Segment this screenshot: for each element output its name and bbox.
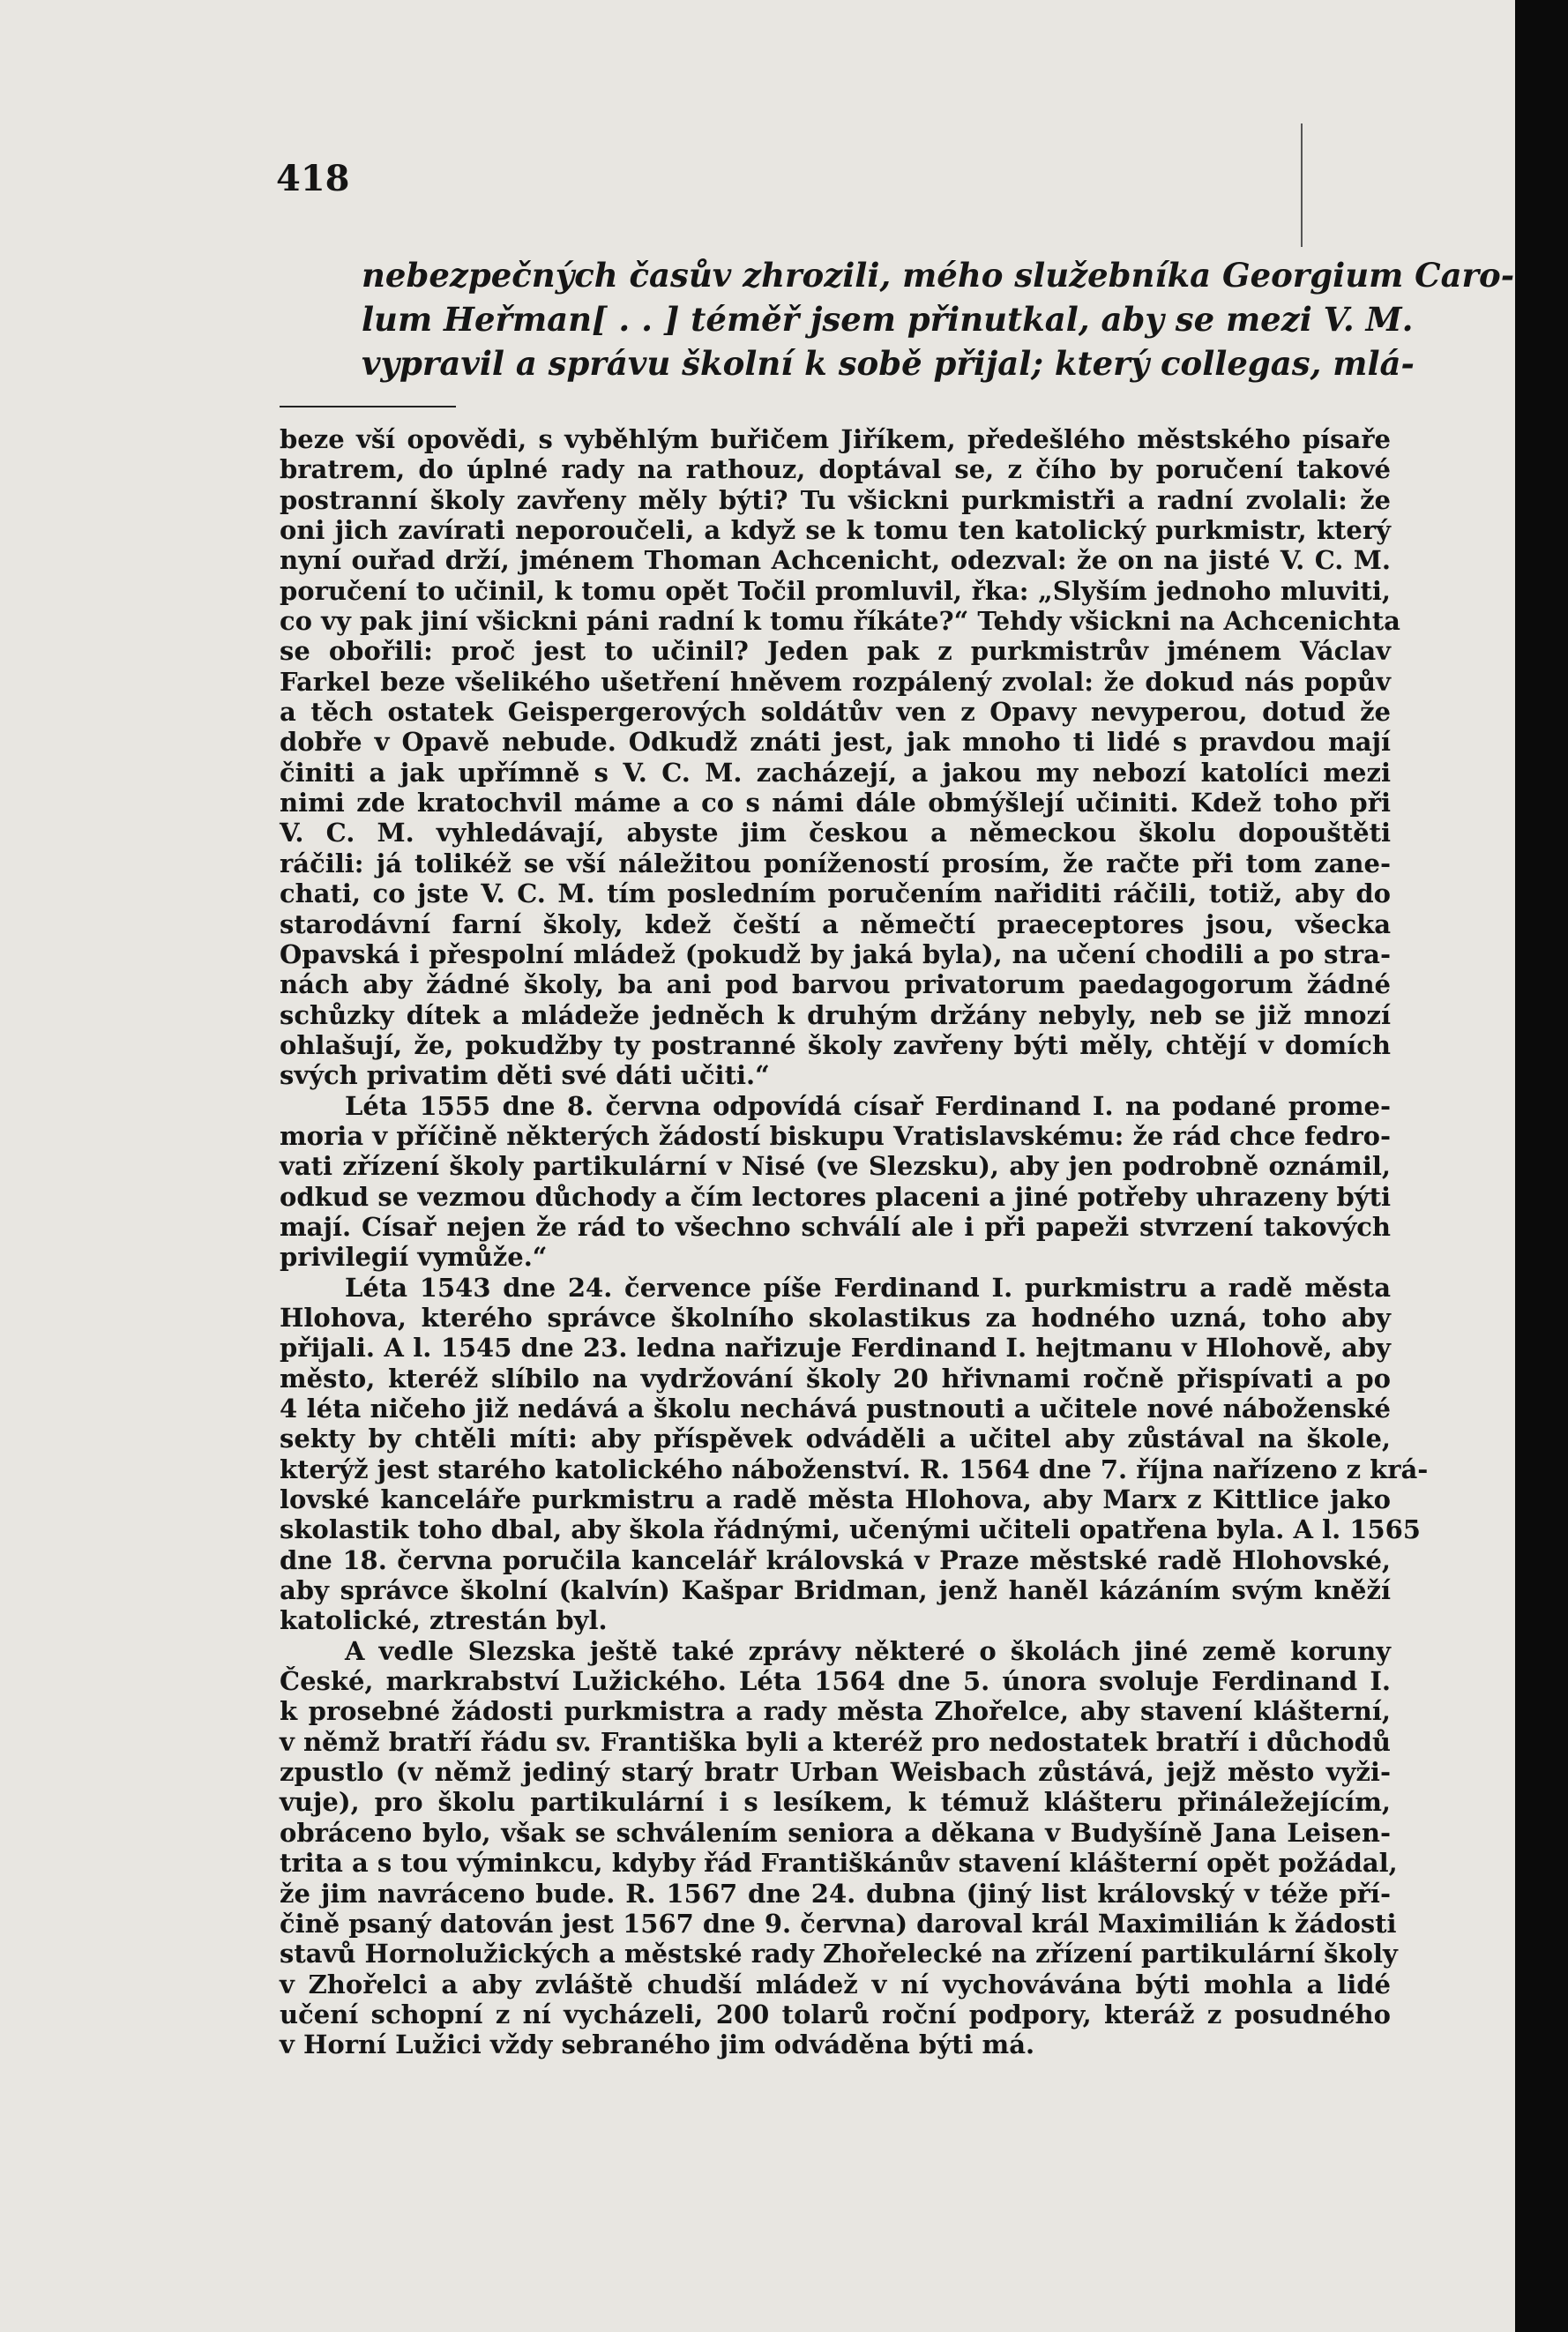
text-line: v němž bratří řádu sv. Františka byli a kteréž pro nedostatek bratří i důchodů bbox=[280, 1726, 1391, 1757]
footnote-text bbox=[280, 424, 1429, 2060]
text-line: skolastik toho dbal, aby škola řádnými, učenými učiteli opatřena byla. A l. 1565 bbox=[280, 1514, 1421, 1545]
text-line: moria v příčině některých žádostí biskupu Vratislavskému: že rád chce fedro- bbox=[280, 1120, 1391, 1151]
italic-quotation bbox=[362, 253, 1515, 385]
text-line: v Horní Lužici vždy sebraného jim odváděna býti má. bbox=[280, 2029, 1035, 2060]
text-line: A vedle Slezska ještě také zprávy některé o školách jiné země koruny bbox=[345, 1635, 1391, 1666]
text-line: vati zřízení školy partikulární v Nisé (ve Slezsku), aby jen podrobně oznámil, bbox=[280, 1151, 1391, 1182]
text-line: České, markrabství Lužického. Léta 1564 dne 5. února svoluje Ferdinand I. bbox=[280, 1666, 1391, 1697]
text-line: schůzky dítek a mládeže jedněch k druhým držány nebyly, neb se již mnozí bbox=[280, 999, 1391, 1030]
text-line: čině psaný datován jest 1567 dne 9. června) daroval král Maximilián k žádosti bbox=[280, 1908, 1397, 1939]
text-line: dobře v Opavě nebude. Odkudž znáti jest, jak mnoho ti lidé s pravdou mají bbox=[280, 727, 1391, 758]
text-line: chati, co jste V. C. M. tím posledním poručením nařiditi ráčili, totiž, aby do bbox=[280, 878, 1391, 909]
text-line: odkud se vezmou důchody a čím lectores placeni a jiné potřeby uhrazeny býti bbox=[280, 1181, 1391, 1212]
text-line: zpustlo (v němž jediný starý bratr Urban Weisbach zůstává, jejž město vyži- bbox=[280, 1757, 1391, 1788]
text-line: přijali. A l. 1545 dne 23. ledna nařizuje Ferdinand I. hejtmanu v Hlohově, aby bbox=[280, 1333, 1391, 1364]
text-line: nimi zde kratochvil máme a co s námi dále obmýšlejí učiniti. Kdež toho při bbox=[280, 788, 1391, 818]
text-line: vuje), pro školu partikulární i s lesíkem, k témuž klášteru přináležejícím, bbox=[280, 1787, 1391, 1818]
text-line: obráceno bylo, však se schválením seniora a děkana v Budyšíně Jana Leisen- bbox=[280, 1817, 1391, 1848]
text-line: ráčili: já tolikéž se vší náležitou ponížeností prosím, že račte při tom zane- bbox=[280, 848, 1391, 878]
text-line: starodávní farní školy, kdež čeští a němečtí praeceptores jsou, všecka bbox=[280, 908, 1391, 939]
text-line: bratrem, do úplné rady na rathouz, doptával se, z čího by poručení takové bbox=[280, 454, 1391, 485]
text-line: stavů Hornolužických a městské rady Zhořelecké na zřízení partikulární školy bbox=[280, 1939, 1398, 1969]
text-line: dne 18. června poručila kancelář královská v Praze městské radě Hlohovské, bbox=[280, 1544, 1391, 1575]
text-line: mají. Císař nejen že rád to všechno schválí ale i při papeži stvrzení takových bbox=[280, 1211, 1391, 1242]
text-line: lovské kanceláře purkmistru a radě města Hlohova, aby Marx z Kittlice jako bbox=[280, 1484, 1391, 1515]
text-line: katolické, ztrestán byl. bbox=[280, 1605, 608, 1636]
text-line: postranní školy zavřeny měly býti? Tu všickni purkmistři a radní zvolali: že bbox=[280, 484, 1391, 515]
text-line: ohlašují, že, pokudžby ty postranné školy zavřeny býti měly, chtějí v domích bbox=[280, 1029, 1391, 1060]
footnote-separator bbox=[280, 406, 456, 407]
margin-mark bbox=[1301, 123, 1303, 247]
text-line: k prosebné žádosti purkmistra a rady města Zhořelce, aby stavení klášterní, bbox=[280, 1696, 1391, 1727]
text-line: Farkel beze všelikého ušetření hněvem rozpálený zvolal: že dokud nás popův bbox=[280, 666, 1391, 697]
text-line: beze vší opovědi, s vyběhlým buřičem Jiříkem, předešlého městského písaře bbox=[280, 424, 1391, 454]
italic-line: lum Heřman[ . . ] téměř jsem přinutkal, aby se mezi V. M. bbox=[362, 300, 1414, 339]
text-line: Hlohova, kterého správce školního skolastikus za hodného uzná, toho aby bbox=[280, 1302, 1391, 1333]
text-line: nyní ouřad drží, jménem Thoman Achcenicht, odezval: že on na jisté V. C. M. bbox=[280, 545, 1391, 576]
text-line: že jim navráceno bude. R. 1567 dne 24. dubna (jiný list královský v téže pří- bbox=[280, 1878, 1391, 1909]
text-line: v Zhořelci a aby zvláště chudší mládež v ní vychovávána býti mohla a lidé bbox=[280, 1969, 1391, 1999]
text-line: Léta 1555 dne 8. června odpovídá císař Ferdinand I. na podané prome- bbox=[345, 1090, 1391, 1121]
text-line: oni jich zavírati neporoučeli, a když se k tomu ten katolický purkmistr, který bbox=[280, 515, 1391, 546]
italic-line: vypravil a správu školní k sobě přijal; který collegas, mlá- bbox=[362, 344, 1415, 383]
text-line: privilegií vymůže.“ bbox=[280, 1242, 548, 1273]
text-line: činiti a jak upřímně s V. C. M. zacházejí, a jakou my nebozí katolíci mezi bbox=[280, 757, 1391, 788]
italic-line: nebezpečných časův zhrozili, mého služebníka Georgium Caro- bbox=[362, 256, 1515, 295]
text-line: sekty by chtěli míti: aby příspěvek odváděli a učitel aby zůstával na škole, bbox=[280, 1424, 1391, 1454]
text-line: a těch ostatek Geispergerových soldátův ven z Opavy nevyperou, dotud že bbox=[280, 697, 1391, 728]
text-line: město, kteréž slíbilo na vydržování školy 20 hřivnami ročně přispívati a po bbox=[280, 1363, 1391, 1394]
text-line: trita a s tou výminkcu, kdyby řád Františkánův stavení klášterní opět požádal, bbox=[280, 1848, 1398, 1879]
text-line: kterýž jest starého katolického náboženství. R. 1564 dne 7. října nařízeno z krá- bbox=[280, 1454, 1429, 1484]
text-line: aby správce školní (kalvín) Kašpar Bridman, jenž haněl kázáním svým kněží bbox=[280, 1575, 1391, 1606]
text-line: V. C. M. vyhledávají, abyste jim českou a německou školu dopouštěti bbox=[280, 818, 1391, 848]
text-line: Opavská i přespolní mládež (pokudž by jaká byla), na učení chodili a po stra- bbox=[280, 938, 1391, 969]
text-line: se obořili: proč jest to učinil? Jeden pak z purkmistrův jménem Václav bbox=[280, 636, 1391, 667]
page-number: 418 bbox=[276, 158, 350, 199]
text-line: Léta 1543 dne 24. července píše Ferdinand I. purkmistru a radě města bbox=[345, 1272, 1391, 1303]
text-line: co vy pak jiní všickni páni radní k tomu říkáte?“ Tehdy všickni na Achcenichta bbox=[280, 606, 1400, 637]
text-line: 4 léta ničeho již nedává a školu nechává pustnouti a učitele nové náboženské bbox=[280, 1394, 1391, 1424]
text-line: učení schopní z ní vycházeli, 200 tolarů roční podpory, kteráž z posudného bbox=[280, 1999, 1391, 2029]
text-line: svých privatim děti své dáti učiti.“ bbox=[280, 1060, 770, 1091]
text-line: poručení to učinil, k tomu opět Točil promluvil, řka: „Slyším jednoho mluviti, bbox=[280, 575, 1391, 606]
text-line: nách aby žádné školy, ba ani pod barvou privatorum paedagogorum žádné bbox=[280, 969, 1391, 1000]
